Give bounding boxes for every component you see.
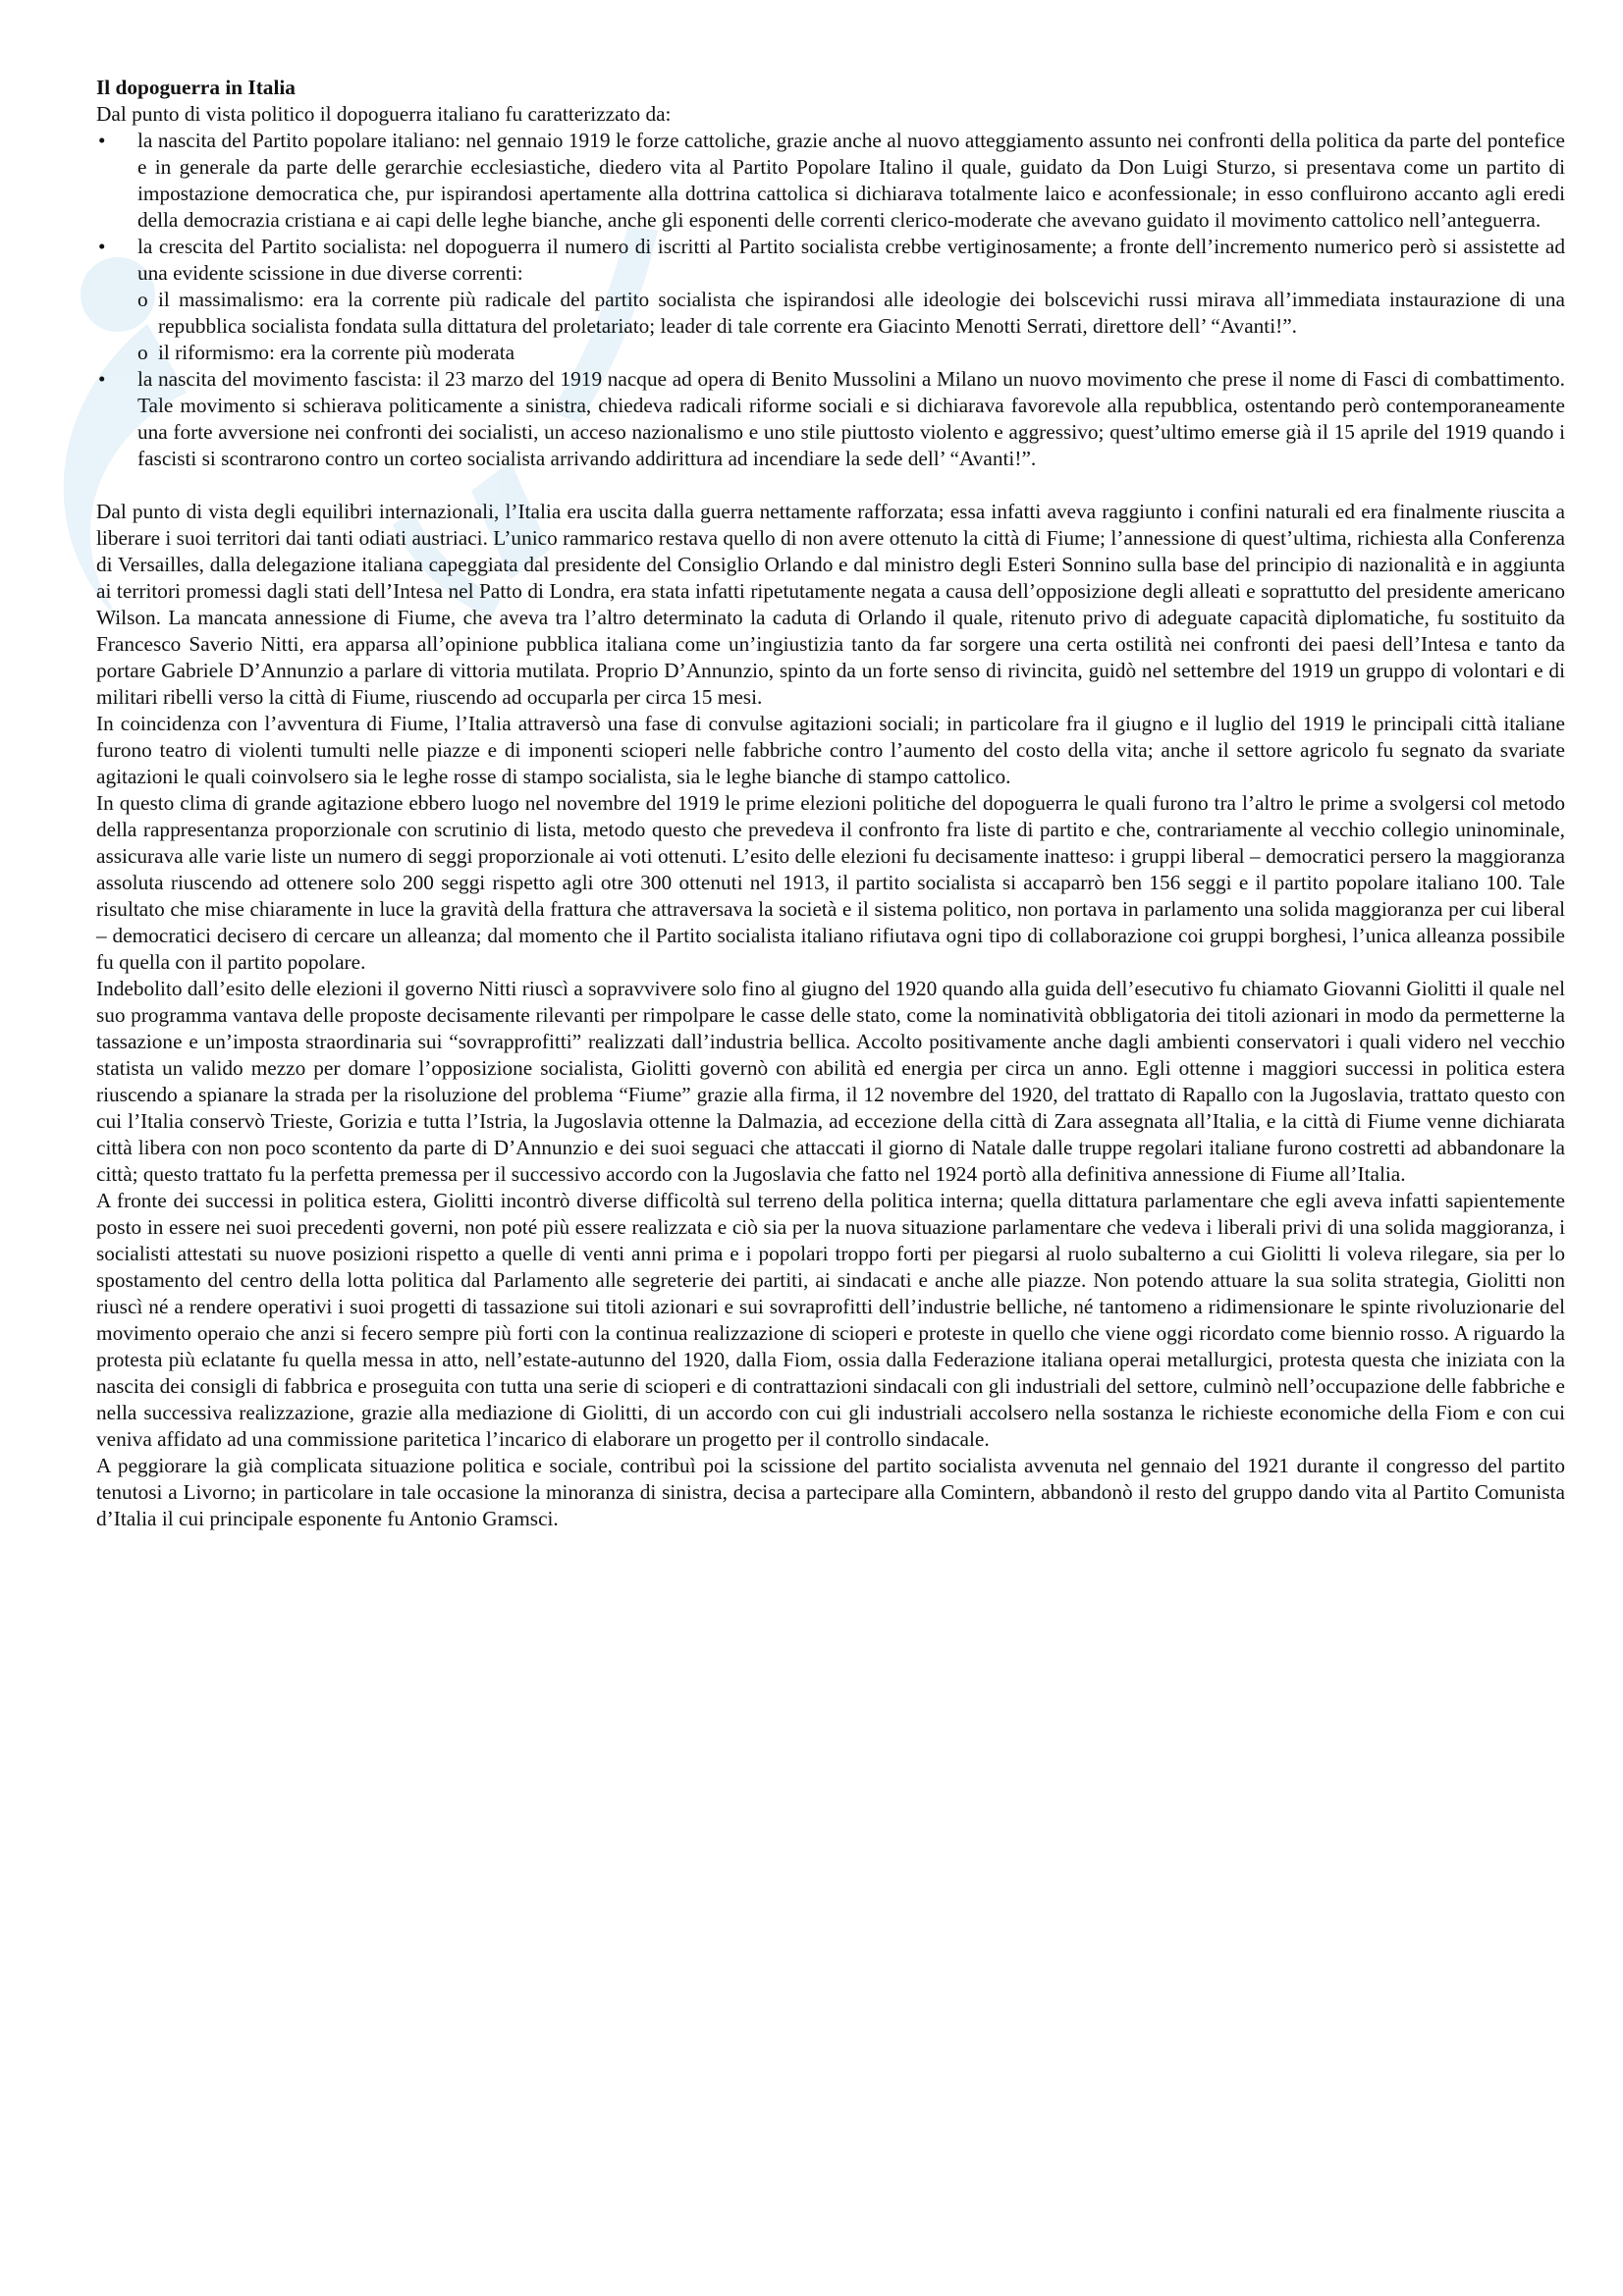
bullet-text: la crescita del Partito socialista: nel dopoguerra il numero di iscritti al Partito socialista crebbe vertiginosamente; a fronte dell’incremento numerico però si assistette ad una evidente scissione in due diverse correnti: bbox=[137, 235, 1565, 285]
body-paragraph: In questo clima di grande agitazione ebbero luogo nel novembre del 1919 le prime elezioni politiche del dopoguerra le quali furono tra l’altro le prime a svolgersi col metodo della rappresentanza proporzionale con scrutinio di lista, metodo questo che prevedeva il confronto fra liste di partito e che, contrariamente al vecchio collegio uninominale, assicurava alle varie liste un numero di seggi proporzionale ai voti ottenuti. L’esito delle elezioni fu decisamente inatteso: i gruppi liberal – democratici persero la maggioranza assoluta riuscendo ad ottenere solo 200 seggi rispetto agli otre 300 ottenuti nel 1913, il partito socialista si accaparrò ben 156 seggi e il partito popolare italiano 100. Tale risultato che mise chiaramente in luce la gravità della frattura che attraversava la società e il sistema politico, non portava in parlamento una solida maggioranza per cui liberal – democratici decisero di cercare un alleanza; dal momento che il Partito socialista italiano rifiutava ogni tipo di collaborazione coi gruppi borghesi, l’unica alleanza possibile fu quella con il partito popolare. bbox=[96, 791, 1565, 974]
intro-text: Dal punto di vista politico il dopoguerra italiano fu caratterizzato da: bbox=[96, 102, 672, 126]
sub-bullet-text: il massimalismo: era la corrente più radicale del partito socialista che ispirandosi alle ideologie dei bolscevichi russi mirava all’immediata instaurazione di una repubblica socialista fondata sulla dittatura del proletariato; leader di tale corrente era Giacinto Menotti Serrati, direttore dell’ “Avanti!”. bbox=[158, 288, 1565, 338]
sub-bullet-list bbox=[96, 287, 1565, 366]
body-paragraph: A fronte dei successi in politica estera, Giolitti incontrò diverse difficoltà sul terreno della politica interna; quella dittatura parlamentare che egli aveva infatti sapientemente posto in essere nei suoi precedenti governi, non poté più essere realizzata e ciò sia per la nuova situazione parlamentare che vedeva i liberali privi di una solida maggioranza, i socialisti attestati su nuove posizioni rispetto a quelle di venti anni prima e i popolari troppo forti per piegarsi al ruolo subalterno a cui Giolitti li voleva rilegare, sia per lo spostamento del centro della lotta politica dal Parlamento alle segreterie dei partiti, ai sindacati e anche alle piazze. Non potendo attuare la sua solita strategia, Giolitti non riuscì né a rendere operativi i suoi progetti di tassazione sui titoli azionari e sui sovraprofitti dell’industrie belliche, né tantomeno a ridimensionare le spinte rivoluzionarie del movimento operaio che anzi si fecero sempre più forti con la continua realizzazione di scioperi e proteste in quello che viene oggi ricordato come biennio rosso. A riguardo la protesta più eclatante fu quella messa in atto, nell’estate-autunno del 1920, dalla Fiom, ossia dalla Federazione italiana operai metallurgici, protesta questa che iniziata con la nascita dei consigli di fabbrica e proseguita con tutta una serie di scioperi e di contrattazioni sindacali con gli industriali del settore, culminò nell’occupazione delle fabbriche e nella successiva realizzazione, grazie alla mediazione di Giolitti, di un accordo con cui gli industriali accolsero nella sostanza le richieste economiche della Fiom e con cui veniva affidato ad una commissione paritetica l’incarico di elaborare un progetto per il controllo sindacale. bbox=[96, 1189, 1565, 1451]
body-paragraph: Dal punto di vista degli equilibri internazionali, l’Italia era uscita dalla guerra nettamente rafforzata; essa infatti aveva raggiunto i confini naturali ed era finalmente riuscita a liberare i suoi territori dai tanti odiati austriaci. L’unico rammarico restava quello di non avere ottenuto la città di Fiume; l’annessione di quest’ultima, richiesta alla Conferenza di Versailles, dalla delegazione italiana capeggiata dal presidente del Consiglio Orlando e dal ministro degli Esteri Sonnino sulla base del principio di nazionalità e in aggiunta ai territori promessi dagli stati dell’Intesa nel Patto di Londra, era stata infatti ripetutamente negata a causa dell’opposizione degli alleati e soprattutto del presidente americano Wilson. La mancata annessione di Fiume, che aveva tra l’altro determinato la caduta di Orlando il quale, ritenuto privo di adeguate capacità diplomatiche, fu sostituito da Francesco Saverio Nitti, era apparsa all’opinione pubblica italiana come un’ingiustizia tanto da far sorgere una certa ostilità nei confronti dei paesi dell’Intesa e tanto da portare Gabriele D’Annunzio a parlare di vittoria mutilata. Proprio D’Annunzio, spinto da un forte senso di rivincita, guidò nel settembre del 1919 un gruppo di volontari e di militari ribelli verso la città di Fiume, riuscendo ad occuparla per circa 15 mesi. bbox=[96, 500, 1565, 709]
sub-bullet-text: il riformismo: era la corrente più moderata bbox=[158, 341, 515, 364]
bullet-item bbox=[96, 366, 1565, 472]
body-paragraph: Indebolito dall’esito delle elezioni il governo Nitti riuscì a sopravvivere solo fino al giugno del 1920 quando alla guida dell’esecutivo fu chiamato Giovanni Giolitti il quale nel suo programma vantava delle proposte decisamente rilevanti per rimpolpare le casse delle stato, come la nominatività obbligatoria dei titoli azionari in modo da permetterne la tassazione e un’imposta straordinaria sui “sovrapprofitti” realizzati dall’industria bellica. Accolto positivamente anche dagli ambienti conservatori i quali videro nel vecchio statista un valido mezzo per domare l’opposizione socialista, Giolitti governò con abilità ed energia per circa un anno. Egli ottenne i maggiori successi in politica estera riuscendo a spianare la strada per la risoluzione del problema “Fiume” grazie alla firma, il 12 novembre del 1920, del trattato di Rapallo con la Jugoslavia, trattato questo con cui l’Italia conservò Trieste, Gorizia e tutta l’Istria, la Jugoslavia ottenne la Dalmazia, ad eccezione della città di Zara assegnata all’Italia, e la città di Fiume venne dichiarata città libera con non poco scontento da parte di D’Annunzio e dei suoi seguaci che attaccati il giorno di Natale dalle truppe regolari italiane furono costretti ad abbandonare la città; questo trattato fu la perfetta premessa per il successivo accordo con la Jugoslavia che fatto nel 1924 portò alla definitiva annessione di Fiume all’Italia. bbox=[96, 977, 1565, 1186]
sub-bullet-item bbox=[96, 287, 1565, 340]
bullet-text: la nascita del movimento fascista: il 23 marzo del 1919 nacque ad opera di Benito Mussolini a Milano un nuovo movimento che prese il nome di Fasci di combattimento. Tale movimento si schierava politicamente a sinistra, chiedeva radicali riforme sociali e si dichiarava favorevole alla repubblica, ostentando però contemporaneamente una forte avversione nei confronti dei socialisti, un acceso nazionalismo e uno stile piuttosto violento e aggressivo; quest’ultimo emerse già il 15 aprile del 1919 quando i fascisti si scontrarono contro un corteo socialista arrivando addirittura ad incendiare la sede dell’ “Avanti!”. bbox=[137, 367, 1565, 470]
bullet-list bbox=[96, 128, 1565, 472]
bullet-marker: • bbox=[98, 129, 106, 152]
sub-bullet-marker: o bbox=[137, 288, 148, 311]
body-paragraph: A peggiorare la già complicata situazione politica e sociale, contribuì poi la scissione del partito socialista avvenuta nel gennaio del 1921 durante il congresso del partito tenutosi a Livorno; in particolare in tale occasione la minoranza di sinistra, decisa a partecipare alla Comintern, abbandonò il resto del gruppo dando vita al Partito Comunista d’Italia il cui principale esponente fu Antonio Gramsci. bbox=[96, 1454, 1565, 1530]
bullet-marker: • bbox=[98, 235, 106, 258]
bullet-item bbox=[96, 128, 1565, 234]
sub-bullet-item bbox=[96, 340, 1565, 366]
paragraph-spacer bbox=[96, 472, 1565, 499]
sub-bullet-marker: o bbox=[137, 341, 148, 364]
document-page bbox=[96, 75, 1565, 1532]
bullet-text: la nascita del Partito popolare italiano: nel gennaio 1919 le forze cattoliche, grazie anche al nuovo atteggiamento assunto nei confronti della politica da parte del pontefice e in generale da parte delle gerarchie ecclesiastiche, diedero vita al Partito Popolare Italino il quale, guidato da Don Luigi Sturzo, si presentava come un partito di impostazione democratica che, pur ispirandosi apertamente alla dottrina cattolica si dichiarava totalmente laico e aconfessionale; in esso confluirono accanto agli eredi della democrazia cristiana e ai capi delle leghe bianche, anche gli esponenti delle correnti clerico-moderate che avevano guidato il movimento cattolico nell’anteguerra. bbox=[137, 129, 1565, 232]
bullet-item bbox=[96, 234, 1565, 366]
body-paragraph: In coincidenza con l’avventura di Fiume, l’Italia attraversò una fase di convulse agitazioni sociali; in particolare fra il giugno e il luglio del 1919 le principali città italiane furono teatro di violenti tumulti nelle piazze e di imponenti scioperi nelle fabbriche contro l’aumento del costo della vita; anche il settore agricolo fu segnato da svariate agitazioni le quali coinvolsero sia le leghe rosse di stampo socialista, sia le leghe bianche di stampo cattolico. bbox=[96, 712, 1565, 788]
bullet-marker: • bbox=[98, 367, 106, 391]
document-title: Il dopoguerra in Italia bbox=[96, 76, 296, 99]
